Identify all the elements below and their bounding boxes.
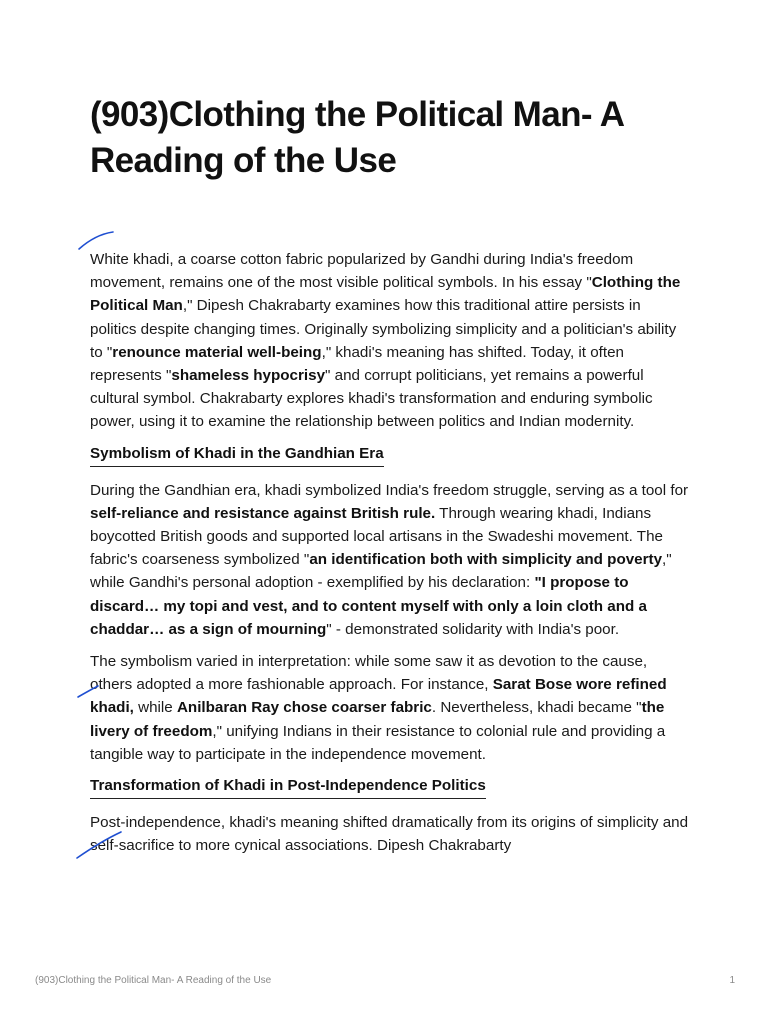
pen-stroke-mark xyxy=(79,232,113,249)
text-run: " and corrupt politicians, yet remains a powerful cultural symbol. Chakrabarty explores khadi's transformation and enduring symbolic power, using it to examine the relationship between politics and Indian modernity. xyxy=(90,367,653,431)
gandhian-era-paragraph xyxy=(90,479,690,641)
section-heading-row xyxy=(90,775,690,811)
text-run: The symbolism varied in interpretation: while some saw it as devotion to the cause, others adopted a more fashionable approach. For instance, xyxy=(90,653,648,694)
bold-run: an identification both with simplicity and poverty xyxy=(309,551,663,569)
text-run: ," Dipesh Chakrabarty examines how this traditional attire persists in politics despite changing times. Originally symbolizing simplicity and a politician's ability to " xyxy=(90,297,677,361)
post-independence-paragraph: Post-independence, khadi's meaning shifted dramatically from its origins of simplicity and self-sacrifice to more cynical associations. Dipesh Chakrabarty xyxy=(90,814,689,855)
text-run: During the Gandhian era, khadi symbolized India's freedom struggle, serving as a tool for xyxy=(90,481,689,499)
text-run: ," while Gandhi's personal adoption - exemplified by his declaration: xyxy=(90,551,672,592)
text-run: White khadi, a coarse cotton fabric popularized by Gandhi during India's freedom movement, remains one of the most visible political symbols. In his essay " xyxy=(90,251,634,292)
interpretation-paragraph xyxy=(90,650,690,766)
footer-title: (903)Clothing the Political Man- A Reading of the Use xyxy=(35,975,272,986)
text-run: Through wearing khadi, Indians boycotted British goods and supported local artisans in the Swadeshi movement. The fabric's coarseness symbolized " xyxy=(90,504,663,569)
document-body xyxy=(90,248,690,866)
bold-run: Clothing the Political Man xyxy=(90,274,681,315)
bold-run: self-reliance and resistance against British rule. xyxy=(90,504,436,522)
bold-run: shameless hypocrisy xyxy=(171,367,326,385)
text-run: while xyxy=(133,699,177,717)
intro-paragraph xyxy=(90,248,690,434)
bold-run: the livery of freedom xyxy=(90,699,665,740)
bold-run: Sarat Bose wore refined khadi, xyxy=(90,676,667,717)
text-run: ," khadi's meaning has shifted. Today, it often represents " xyxy=(90,343,624,385)
page-number: 1 xyxy=(729,975,735,986)
section-heading-post-independence: Transformation of Khadi in Post-Independence Politics xyxy=(90,775,486,799)
bold-run: renounce material well-being xyxy=(112,343,322,361)
section-heading-row xyxy=(90,443,690,479)
page-footer xyxy=(35,975,735,986)
text-run: " - demonstrated solidarity with India's poor. xyxy=(326,620,620,638)
page-title: (903)Clothing the Political Man- A Reading of the Use xyxy=(90,95,624,180)
text-run: . Nevertheless, khadi became " xyxy=(431,699,642,717)
bold-run: "I propose to discard… my topi and vest, and to content myself with only a loin cloth and a chaddar… as a sign of mourning xyxy=(90,574,647,638)
bold-run: Anilbaran Ray chose coarser fabric xyxy=(176,699,432,717)
text-run: ," unifying Indians in their resistance to colonial rule and providing a tangible way to participate in the independence movement. xyxy=(90,722,666,763)
section-heading-gandhian-era: Symbolism of Khadi in the Gandhian Era xyxy=(90,443,384,467)
